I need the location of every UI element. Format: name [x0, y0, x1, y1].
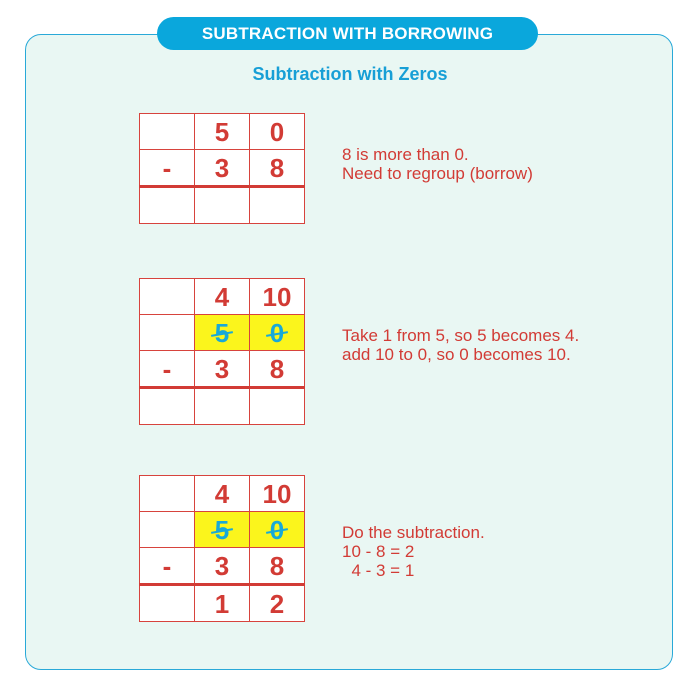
crossed-digit: 5 — [195, 315, 250, 351]
step2-note-line: add 10 to 0, so 0 becomes 10. — [342, 345, 571, 364]
step3-note-line: 4 - 3 = 1 — [342, 561, 415, 580]
step2-row-subtrahend — [140, 351, 305, 388]
page-subtitle: Subtraction with Zeros — [252, 64, 448, 84]
step1-grid — [139, 113, 305, 224]
minus-sign: - — [140, 150, 195, 187]
cell: 5 — [195, 114, 250, 150]
step3-note-line: 10 - 8 = 2 — [342, 542, 415, 561]
step3-row-result — [140, 585, 305, 622]
cell: 8 — [250, 351, 305, 388]
step2-row-borrow — [140, 279, 305, 315]
step1-row-result — [140, 187, 305, 224]
cell: 3 — [195, 548, 250, 585]
crossed-digit: 0 — [250, 315, 305, 351]
step3-note — [342, 523, 485, 580]
cell: 0 — [250, 114, 305, 150]
cell: 8 — [250, 150, 305, 187]
cell: 8 — [250, 548, 305, 585]
cell — [140, 388, 195, 425]
result-digit: 1 — [195, 585, 250, 622]
cell — [140, 585, 195, 622]
borrowed-digit: 10 — [250, 279, 305, 315]
borrowed-digit: 4 — [195, 476, 250, 512]
step2-row-result — [140, 388, 305, 425]
step3-row-subtrahend — [140, 548, 305, 585]
cell: 3 — [195, 351, 250, 388]
step3-row-borrow — [140, 476, 305, 512]
cell — [250, 388, 305, 425]
step1-note-line: Need to regroup (borrow) — [342, 164, 533, 183]
step2-row-original — [140, 315, 305, 351]
cell — [195, 388, 250, 425]
cell — [140, 476, 195, 512]
step2-grid — [139, 278, 305, 425]
cell: 3 — [195, 150, 250, 187]
crossed-digit: 5 — [195, 512, 250, 548]
minus-sign: - — [140, 548, 195, 585]
crossed-digit: 0 — [250, 512, 305, 548]
minus-sign: - — [140, 351, 195, 388]
step3-grid — [139, 475, 305, 622]
cell — [140, 512, 195, 548]
step1-note — [342, 145, 533, 183]
cell — [140, 279, 195, 315]
result-digit: 2 — [250, 585, 305, 622]
cell — [140, 114, 195, 150]
borrowed-digit: 4 — [195, 279, 250, 315]
step1-row-subtrahend — [140, 150, 305, 187]
step3-row-original — [140, 512, 305, 548]
step1-note-line: 8 is more than 0. — [342, 145, 469, 164]
step2-note — [342, 326, 579, 364]
cell — [140, 187, 195, 224]
borrowed-digit: 10 — [250, 476, 305, 512]
step2-note-line: Take 1 from 5, so 5 becomes 4. — [342, 326, 580, 345]
cell — [195, 187, 250, 224]
step1-row-top — [140, 114, 305, 150]
cell — [250, 187, 305, 224]
step3-note-line: Do the subtraction. — [342, 523, 485, 542]
cell — [140, 315, 195, 351]
header-banner: SUBTRACTION WITH BORROWING — [157, 17, 538, 50]
